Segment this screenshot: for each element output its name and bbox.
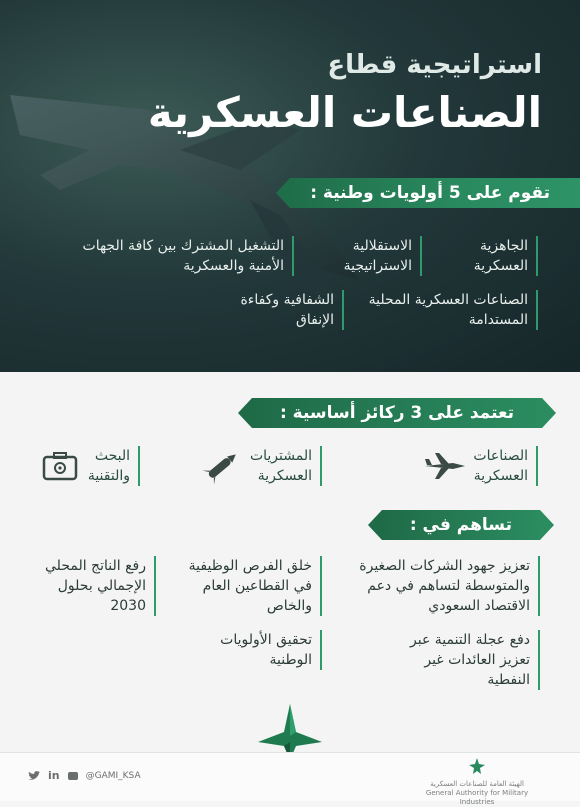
pillar-item: البحث والتقنية xyxy=(38,446,140,486)
contribution-item: تعزيز جهود الشركات الصغيرة والمتوسطة لتساهم في دعم الاقتصاد السعودي xyxy=(359,556,540,616)
contribution-item: رفع الناتج المحلي الإجمالي بحلول 2030 xyxy=(45,556,156,616)
priority-item: الجاهزية العسكرية xyxy=(474,236,538,276)
organization-logo xyxy=(422,757,532,807)
footer xyxy=(0,752,580,806)
org-name-english: General Authority for Military Industries xyxy=(425,789,529,806)
contributes-heading: تساهم في : xyxy=(382,510,540,540)
priority-item: الاستقلالية الاستراتيجية xyxy=(344,236,422,276)
social-links xyxy=(28,769,141,782)
twitter-icon[interactable] xyxy=(28,771,40,781)
priority-item: التشغيل المشترك بين كافة الجهات الأمنية والعسكرية xyxy=(83,236,294,276)
pillar-item: المشتريات العسكرية xyxy=(200,446,322,486)
contribution-item: تحقيق الأولويات الوطنية xyxy=(220,630,322,670)
title-line-2: الصناعات العسكرية xyxy=(147,88,542,137)
contribution-item: خلق الفرص الوظيفية في القطاعين العام والخاص xyxy=(189,556,322,616)
jet-icon xyxy=(423,449,467,483)
org-name-arabic: الهيئة العامة للصناعات العسكرية xyxy=(430,780,524,788)
pillars-heading: تعتمد على 3 ركائز أساسية : xyxy=(252,398,542,428)
priorities-heading: تقوم على 5 أولويات وطنية : xyxy=(290,178,580,208)
contribution-item: دفع عجلة التنمية عبر تعزيز العائدات غير النفطية xyxy=(410,630,540,690)
linkedin-icon[interactable]: in xyxy=(48,769,60,782)
social-handle[interactable]: @GAMI_KSA xyxy=(85,770,141,781)
priority-item: الشفافية وكفاءة الإنفاق xyxy=(240,290,344,330)
research-kit-icon xyxy=(38,449,82,483)
missile-icon xyxy=(200,449,244,483)
priority-item: الصناعات العسكرية المحلية المستدامة xyxy=(369,290,538,330)
youtube-icon[interactable] xyxy=(68,772,78,780)
gami-logo-icon xyxy=(465,757,489,777)
hero-section xyxy=(0,0,580,372)
pillar-item: الصناعات العسكرية xyxy=(423,446,538,486)
title-line-1: استراتيجية قطاع xyxy=(327,50,542,80)
